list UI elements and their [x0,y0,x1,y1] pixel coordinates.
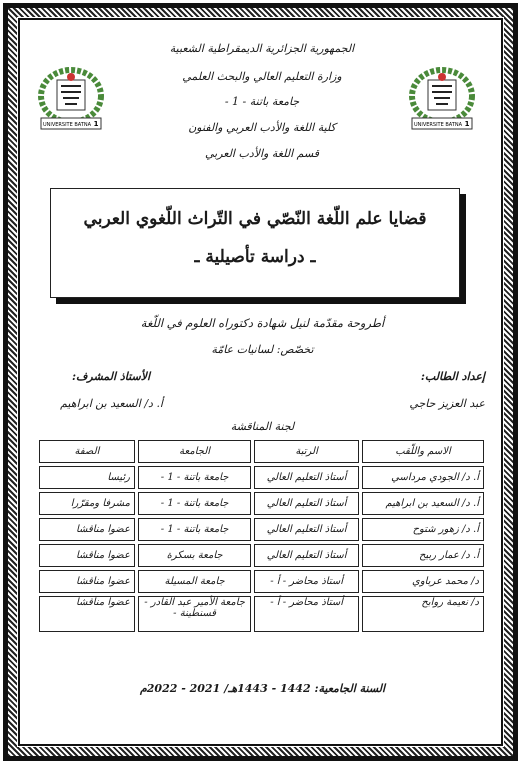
svg-text:1: 1 [93,120,99,128]
member-university: جامعة باتنة - 1 - [138,492,251,515]
student-name: عبد العزيز حاجي [409,397,485,410]
header-department: قسم اللغة والأدب العربي [204,147,320,160]
thesis-description: أطروحة مقدّمة لنيل شهادة دكتوراه العلوم في اللّغة [140,316,385,330]
member-name: أ. د/ زهور شتوح [362,518,484,541]
svg-text:1: 1 [464,120,470,128]
committee-table [36,437,487,635]
member-rank: أستاذ التعليم العالي [254,518,359,541]
svg-text:UNIVERSITE BATNA: UNIVERSITE BATNA [413,122,463,128]
member-name: أ. د/ عمار ربيح [362,544,484,567]
member-rank: أستاذ التعليم العالي [254,466,359,489]
member-role: مشرفا ومقرّرا [39,492,135,515]
member-role: عضوا مناقشا [39,596,135,632]
header-ministry: وزارة التعليم العالي والبحث العلمي [182,70,342,83]
svg-text:UNIVERSITE BATNA: UNIVERSITE BATNA [42,122,92,128]
member-rank: أستاذ محاضر - أ - [254,570,359,593]
member-role: عضوا مناقشا [39,518,135,541]
student-label: إعداد الطالب: [420,370,485,383]
supervisor-label: الأستاذ المشرف: [71,370,150,383]
header-faculty: كلية اللغة والأدب العربي والفنون [188,121,336,134]
member-university: جامعة باتنة - 1 - [138,518,251,541]
member-role: رئيسا [39,466,135,489]
member-university: جامعة المسيلة [138,570,251,593]
table-row [39,492,484,515]
table-row [39,544,484,567]
header-university: الجامعة [138,440,251,463]
member-rank: أستاذ محاضر - أ - [254,596,359,632]
university-logo-left [35,66,107,132]
header-rank: الرتبة [254,440,359,463]
table-row [39,466,484,489]
member-name: أ. د/ الجودي مرداسي [362,466,484,489]
thesis-title: قضايا علم اللّغة النّصّي في التّراث اللّغوي العربي [83,209,427,229]
title-box [50,188,460,298]
committee-title: لجنة المناقشة [230,420,295,433]
supervisor-name: أ. د/ السعيد بن ابراهيم [60,397,163,410]
academic-year: السنة الجامعية: 1442 - 1443هـ/ 2021 - 2022م [139,682,386,695]
member-role: عضوا مناقشا [39,570,135,593]
member-role: عضوا مناقشا [39,544,135,567]
member-name: أ. د/ السعيد بن ابراهيم [362,492,484,515]
member-university: جامعة باتنة - 1 - [138,466,251,489]
university-logo-right [406,66,478,132]
table-row [39,518,484,541]
member-name: د/ نعيمة روابح [362,596,484,632]
table-header-row [39,440,484,463]
member-university: جامعة بسكرة [138,544,251,567]
specialty: تخصّص: لسانيات عامّة [211,343,314,356]
table-row [39,596,484,632]
thesis-subtitle: ـ دراسة تأصيلية ـ [194,247,316,267]
header-role: الصفة [39,440,135,463]
member-university: جامعة الأمير عبد القادر - قسنطينة - [138,596,251,632]
header-university: جامعة باتنة - 1 - [224,95,300,108]
member-rank: أستاذ التعليم العالي [254,492,359,515]
member-rank: أستاذ التعليم العالي [254,544,359,567]
member-name: د/ محمد عرباوي [362,570,484,593]
header-name: الاسم واللّقب [362,440,484,463]
header-republic: الجمهورية الجزائرية الديمقراطية الشعبية [169,42,355,55]
table-row [39,570,484,593]
